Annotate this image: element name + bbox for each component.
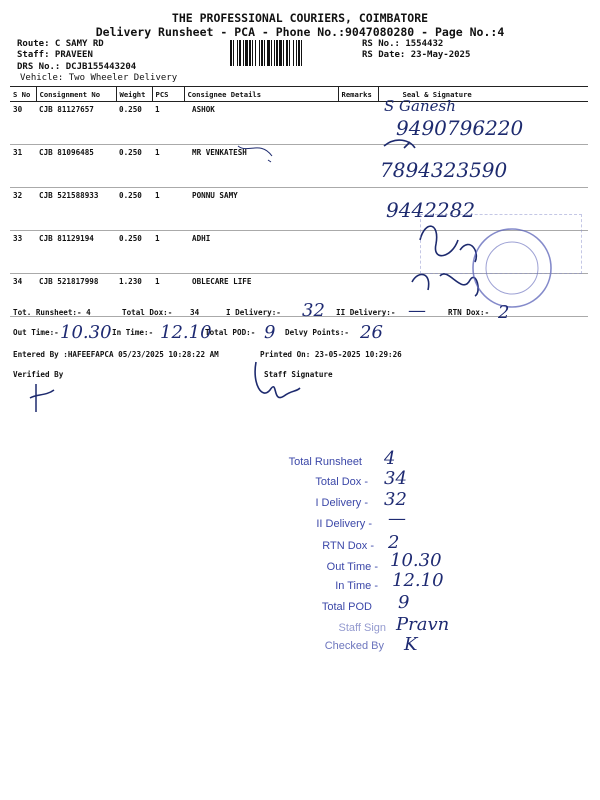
col-signature: Seal & Signature — [378, 87, 588, 102]
ii-delivery-label: II Delivery:- — [336, 308, 396, 317]
stamp-value: K — [404, 634, 418, 655]
stamp-label: Staff Sign — [338, 622, 386, 634]
tot-runsheet: Tot. Runsheet:- 4 — [13, 308, 91, 317]
barcode-bar — [259, 40, 260, 66]
cell-remarks — [338, 188, 378, 231]
rs-date: RS Date: 23-May-2025 — [362, 50, 471, 60]
cell-consignee: ADHI — [184, 231, 338, 274]
stamp-value: 9 — [398, 592, 410, 613]
total-pod-value: 9 — [264, 322, 276, 343]
cell-pcs: 1 — [152, 145, 184, 188]
barcode-bar — [230, 40, 232, 66]
stamp-value: 34 — [384, 468, 407, 489]
rs-number: RS No.: 1554432 — [362, 39, 444, 49]
barcode-bar — [274, 40, 275, 66]
cell-weight: 0.250 — [116, 231, 152, 274]
cell-sno: 31 — [10, 145, 36, 188]
stamp-value: 2 — [388, 532, 400, 553]
handwritten-phone: 7894323590 — [380, 158, 508, 182]
cell-consignment: CJB 521588933 — [36, 188, 116, 231]
cell-consignment: CJB 81096485 — [36, 145, 116, 188]
drs-number: DRS No.: DCJB155443204 — [17, 62, 137, 72]
route-text: Route: C SAMY RD — [17, 39, 104, 49]
i-delivery-value: 32 — [302, 300, 325, 321]
stamp-label: Total POD — [321, 601, 372, 613]
total-dox-value: 34 — [190, 308, 200, 317]
barcode-bar — [296, 40, 297, 66]
stamp-label: RTN Dox - — [322, 540, 374, 552]
stamp-label: Checked By — [324, 640, 384, 652]
barcode-bar — [289, 40, 290, 66]
company-title: THE PROFESSIONAL COURIERS, COIMBATORE — [171, 11, 429, 25]
col-remarks: Remarks — [338, 87, 378, 102]
barcode-bar — [255, 40, 256, 66]
cell-consignee: ASHOK — [184, 102, 338, 145]
cell-sno: 34 — [10, 274, 36, 317]
barcode-bar — [261, 40, 263, 66]
entered-by: Entered By :HAFEEFAPCA 05/23/2025 10:28:22 AM — [13, 350, 219, 359]
cell-sno: 30 — [10, 102, 36, 145]
stamp-label: I Delivery - — [315, 497, 368, 509]
stamp-value: 4 — [384, 448, 396, 469]
barcode-bar — [249, 40, 251, 66]
barcode-bar — [276, 40, 278, 66]
cell-weight: 0.250 — [116, 102, 152, 145]
barcode-bar — [298, 40, 300, 66]
barcode-bar — [264, 40, 265, 66]
stamp-value: 12.10 — [392, 570, 444, 591]
company-address-stamp — [420, 214, 582, 274]
stamp-label: In Time - — [335, 580, 378, 592]
rtn-dox-label: RTN Dox:- — [448, 308, 490, 317]
stamp-value: Pravn — [396, 614, 450, 635]
ii-delivery-value: — — [408, 300, 426, 321]
runsheet-subtitle: Delivery Runsheet - PCA - Phone No.:9047080280 - Page No.:4 — [95, 25, 505, 39]
barcode-bar — [243, 40, 244, 66]
barcode-bar — [301, 40, 302, 66]
rtn-dox-value: 2 — [498, 302, 510, 323]
cell-consignment: CJB 81127657 — [36, 102, 116, 145]
cell-consignment: CJB 521817998 — [36, 274, 116, 317]
stamp-value: — — [388, 508, 406, 529]
barcode-bar — [245, 40, 248, 66]
handwritten-name: S Ganesh — [384, 97, 456, 115]
stamp-label: Total Runsheet — [288, 456, 362, 468]
barcode-bar — [271, 40, 272, 66]
cell-pcs: 1 — [152, 274, 184, 317]
cell-remarks — [338, 145, 378, 188]
cell-pcs: 1 — [152, 188, 184, 231]
total-dox-label: Total Dox:- — [122, 308, 173, 317]
cell-consignee: PONNU SAMY — [184, 188, 338, 231]
stamp-value: 32 — [384, 489, 407, 510]
barcode-bar — [293, 40, 294, 66]
col-pcs: PCS — [152, 87, 184, 102]
stamp-label: II Delivery - — [316, 518, 372, 530]
barcode-bar — [283, 40, 284, 66]
barcode-bar — [252, 40, 253, 66]
barcode-bar — [286, 40, 288, 66]
cell-remarks — [338, 231, 378, 274]
handwritten-phone: 9490796220 — [396, 116, 524, 140]
cell-consignment: CJB 81129194 — [36, 231, 116, 274]
stamp-label: Total Dox - — [315, 476, 368, 488]
delvy-points-value: 26 — [360, 322, 383, 343]
cell-weight: 0.250 — [116, 145, 152, 188]
i-delivery-label: I Delivery:- — [226, 308, 281, 317]
cell-sno: 33 — [10, 231, 36, 274]
staff-signature-label: Staff Signature — [264, 370, 333, 379]
barcode — [230, 40, 354, 66]
col-consignee: Consignee Details — [184, 87, 338, 102]
in-time-label: In Time:- — [112, 328, 154, 337]
barcode-bar — [233, 40, 234, 66]
delvy-points-label: Delvy Points:- — [285, 328, 350, 337]
barcode-bar — [237, 40, 238, 66]
stamp-value: 10.30 — [390, 550, 442, 571]
out-time-value: 10.30 — [60, 322, 112, 343]
in-time-value: 12.10 — [160, 322, 212, 343]
table-header-row — [10, 87, 588, 102]
cell-remarks — [338, 102, 378, 145]
staff-text: Staff: PRAVEEN — [17, 50, 93, 60]
cell-consignee: MR VENKATESH — [184, 145, 338, 188]
out-time-label: Out Time:- — [13, 328, 59, 337]
col-weight: Weight — [116, 87, 152, 102]
vehicle-text: Vehicle: Two Wheeler Delivery — [20, 73, 178, 83]
handwritten-phone: 9442282 — [386, 198, 476, 222]
col-sno: S No — [10, 87, 36, 102]
cell-weight: 1.230 — [116, 274, 152, 317]
total-pod-label: Total POD:- — [205, 328, 256, 337]
col-consignment: Consignment No — [36, 87, 116, 102]
printed-on: Printed On: 23-05-2025 10:29:26 — [260, 350, 402, 359]
verified-by-label: Verified By — [13, 370, 64, 379]
barcode-bar — [279, 40, 282, 66]
barcode-bar — [267, 40, 270, 66]
cell-pcs: 1 — [152, 102, 184, 145]
stamp-label: Out Time - — [326, 561, 378, 573]
cell-sno: 32 — [10, 188, 36, 231]
cell-weight: 0.250 — [116, 188, 152, 231]
barcode-bar — [239, 40, 241, 66]
cell-pcs: 1 — [152, 231, 184, 274]
cell-consignee: OBLECARE LIFE — [184, 274, 338, 317]
